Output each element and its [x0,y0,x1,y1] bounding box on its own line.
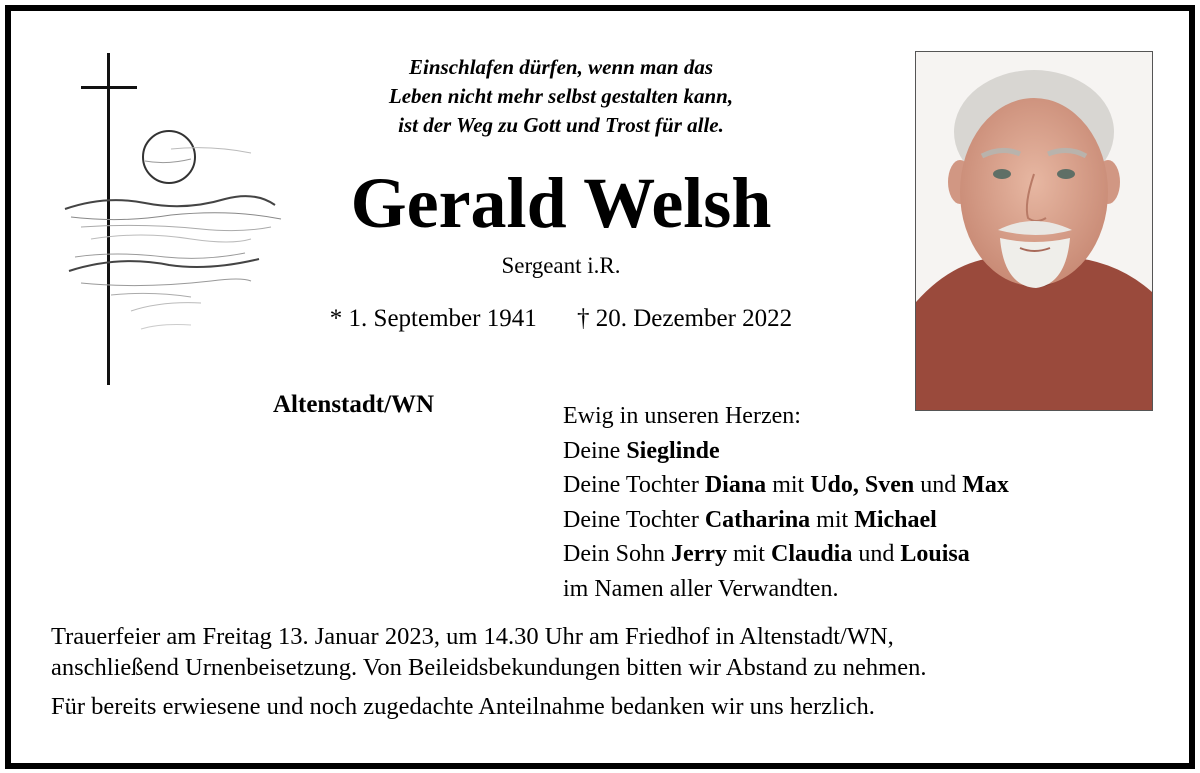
deceased-name: Gerald Welsh [350,163,772,243]
place-of-residence: Altenstadt/WN [273,391,435,418]
sun-landscape-drawing [65,131,281,329]
family-line-text: mit [810,506,855,533]
family-intro: Ewig in unseren Herzen: [563,403,801,429]
deceased-rank: Sergeant i.R. [501,253,621,278]
family-member-name: Michael [854,506,937,533]
family-line [563,503,1009,538]
quote-line: Einschlafen dürfen, wenn man das [409,55,713,79]
quote-line: ist der Weg zu Gott und Trost für alle. [398,113,724,137]
birth-date: * 1. September 1941 [329,305,537,332]
family-signature [563,399,1009,606]
memorial-quote [311,53,811,140]
family-member-name: Max [962,472,1009,498]
service-information [51,621,1161,722]
quote-line: Leben nicht mehr selbst gestalten kann, [388,84,734,108]
family-line-text: Deine Tochter [563,472,705,498]
family-line [563,537,1009,572]
family-line [563,434,1009,469]
family-outro: im Namen aller Verwandten. [563,575,839,602]
family-line-text: und [852,541,901,567]
family-line-text: Deine Tochter [563,506,705,533]
family-line [563,468,1009,503]
family-member-name: Sieglinde [626,437,720,464]
family-member-name: Louisa [900,541,970,567]
family-member-name: Udo, Sven [810,472,915,498]
service-line: Trauerfeier am Freitag 13. Januar 2023, um 14.30 Uhr am Friedhof in Altenstadt/WN, [51,623,894,650]
family-line-text: mit [726,541,771,567]
death-date: † 20. Dezember 2022 [576,305,793,332]
family-line-text: Deine [563,437,627,464]
service-line: anschließend Urnenbeisetzung. Von Beileidsbekundungen bitten wir Abstand zu nehmen. [51,654,927,681]
portrait-photo [915,51,1153,411]
family-member-name: Claudia [770,541,853,567]
obituary-notice [5,5,1195,769]
cross-landscape-illustration [51,49,291,389]
family-line-text: und [914,472,963,498]
family-member-name: Jerry [671,541,727,567]
family-member-name: Diana [704,472,767,498]
family-line-text: mit [766,472,811,498]
life-dates [291,303,831,335]
family-line-text: Dein Sohn [563,541,671,567]
family-member-name: Catharina [704,506,811,533]
thanks-line: Für bereits erwiesene und noch zugedachte Anteilnahme bedanken wir uns herzlich. [51,693,875,720]
